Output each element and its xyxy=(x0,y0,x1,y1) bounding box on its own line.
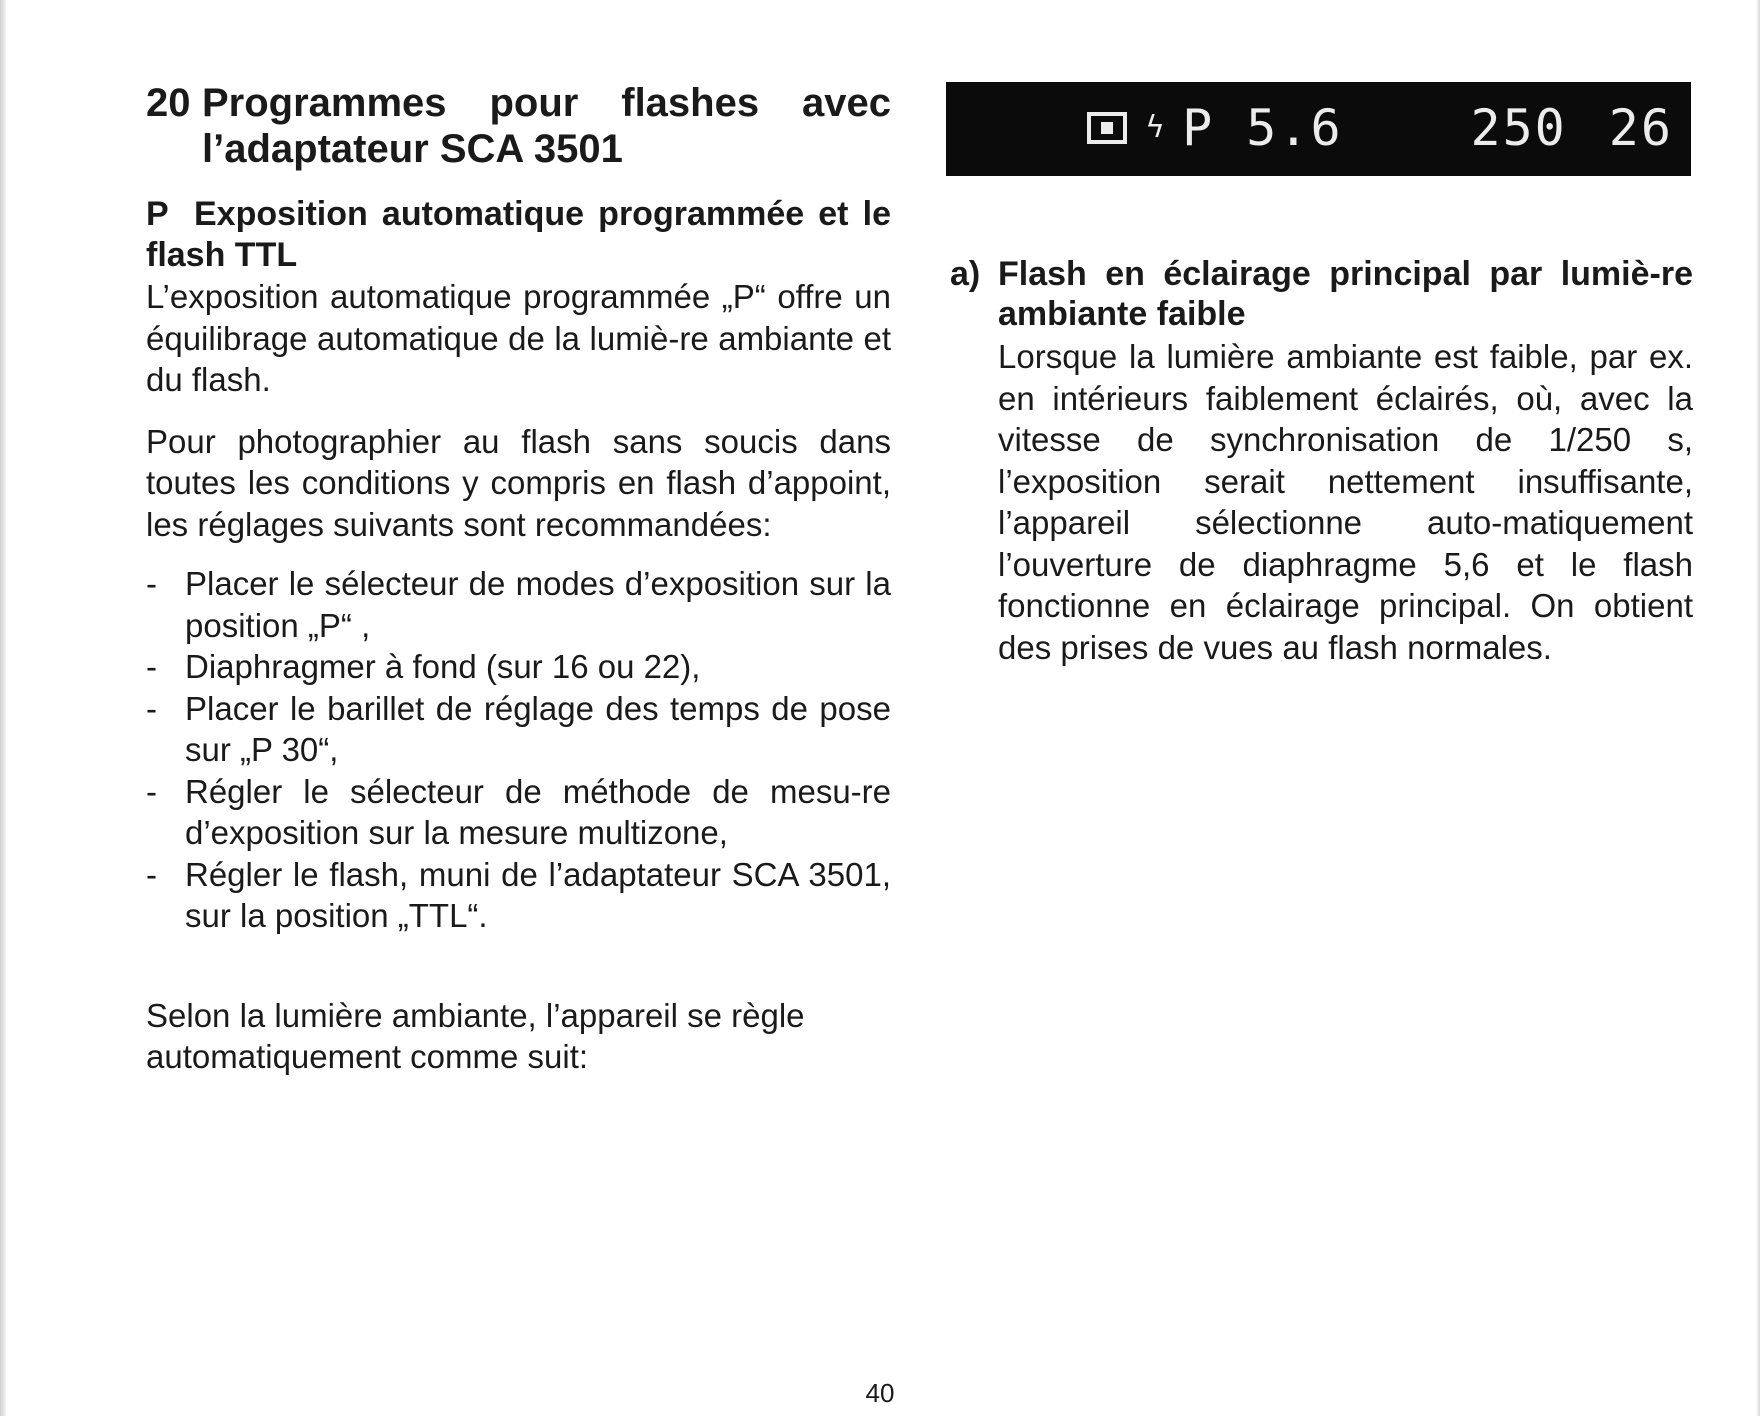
lcd-right-group xyxy=(1470,98,1673,158)
settings-paragraph: Pour photographier au flash sans soucis dans toutes les conditions y compris en flash d’appoint, les réglages suivants sont recommandées: xyxy=(146,422,891,543)
list-item-text: Placer le barillet de réglage des temps de pose sur „P 30“, xyxy=(185,689,891,768)
subsection-heading-text: Flash en éclairage principal par lumiè-re ambiante faible xyxy=(998,255,1693,333)
list-item-text: Régler le flash, muni de l’adaptateur SCA 3501, sur la position „TTL“. xyxy=(185,855,891,934)
left-column xyxy=(146,80,891,1078)
section-heading-text: Exposition automatique programmée et le flash TTL xyxy=(146,195,891,274)
conclusion-paragraph: Selon la lumière ambiante, l’appareil se règle automatiquement comme suit: xyxy=(146,996,805,1075)
settings-list xyxy=(146,563,891,937)
list-dash: - xyxy=(146,565,157,602)
list-item-text: Diaphragmer à fond (sur 16 ou 22), xyxy=(185,648,701,685)
lcd-left-group xyxy=(1086,98,1343,158)
chapter-number: 20 xyxy=(146,81,191,125)
subsection-heading xyxy=(950,254,1693,334)
chapter-title xyxy=(146,80,891,172)
page-edge-left xyxy=(0,0,6,1416)
list-item xyxy=(146,688,891,771)
list-dash: - xyxy=(146,689,157,727)
right-column xyxy=(950,254,1693,701)
list-item xyxy=(146,563,891,646)
page-edge-right xyxy=(1756,0,1760,1416)
list-dash: - xyxy=(146,648,157,685)
multizone-metering-icon xyxy=(1086,111,1128,145)
section-heading xyxy=(146,194,891,276)
flash-ready-icon: ϟ xyxy=(1146,110,1165,145)
viewfinder-lcd-display xyxy=(946,82,1691,176)
subsection-label: a) xyxy=(950,255,981,293)
section-letter: P xyxy=(146,195,169,233)
lcd-frame-counter: 26 xyxy=(1608,99,1673,157)
list-item-text: Placer le sélecteur de modes d’exposition sur la position „P“ , xyxy=(185,565,891,644)
list-item xyxy=(146,646,891,688)
chapter-title-text: Programmes pour flashes avec l’adaptateur SCA 3501 xyxy=(202,81,891,171)
list-item-text: Régler le sélecteur de méthode de mesu-re d’exposition sur la mesure multizone, xyxy=(185,772,891,851)
list-dash: - xyxy=(146,855,157,893)
lcd-shutter-speed: 250 xyxy=(1470,99,1567,157)
list-item xyxy=(146,771,891,854)
lcd-mode-aperture: P 5.6 xyxy=(1182,99,1343,157)
intro-paragraph: L’exposition automatique programmée „P“ offre un équilibrage automatique de la lumiè-re ambiante et du flash. xyxy=(146,278,891,398)
page-number: 40 xyxy=(865,1378,895,1408)
list-dash: - xyxy=(146,772,157,810)
subsection-body: Lorsque la lumière ambiante est faible, par ex. en intérieurs faiblement éclairés, où, avec la vitesse de synchronisation de 1/250 s, l’exposition serait nettement insuffisante, l’appareil sélectionne auto-matiquement l’ouverture de diaphragme 5,6 et le flash fonctionne en éclairage principal. On obtient des prises de vues au flash normales. xyxy=(998,338,1693,666)
list-item xyxy=(146,854,891,937)
